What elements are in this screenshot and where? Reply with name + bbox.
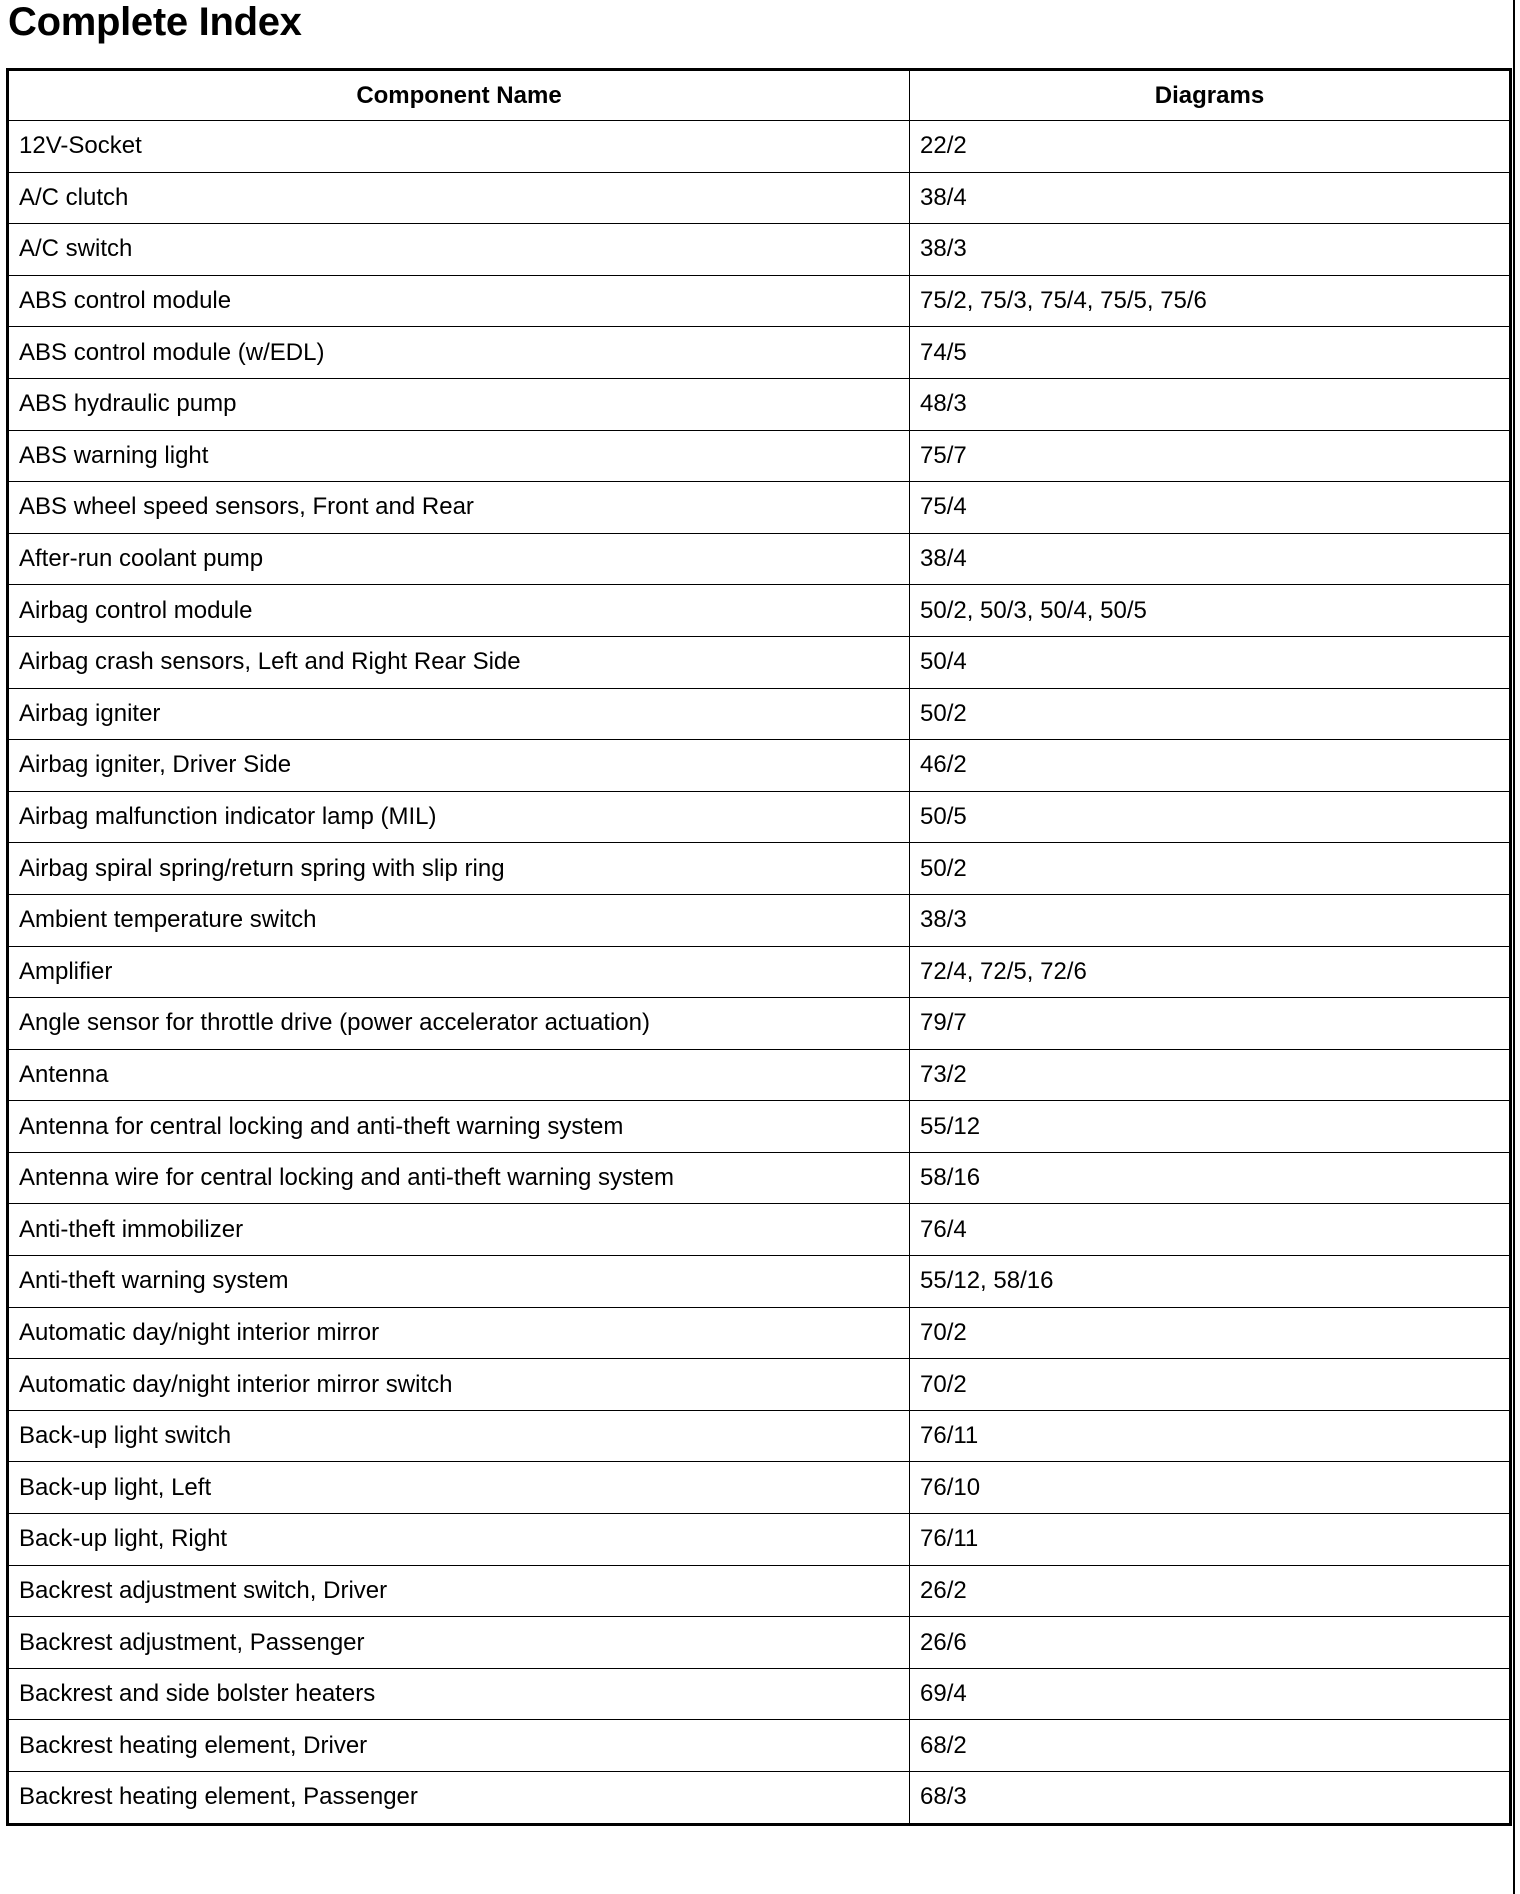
component-name-cell: ABS warning light bbox=[8, 430, 910, 482]
diagrams-cell: 73/2 bbox=[910, 1049, 1511, 1101]
component-index-table bbox=[6, 68, 1512, 1826]
table-row bbox=[8, 946, 1511, 998]
table-row bbox=[8, 843, 1511, 895]
diagrams-cell: 55/12, 58/16 bbox=[910, 1256, 1511, 1308]
component-name-cell: A/C switch bbox=[8, 224, 910, 276]
diagrams-cell: 50/5 bbox=[910, 791, 1511, 843]
table-row bbox=[8, 1565, 1511, 1617]
component-name-cell: After-run coolant pump bbox=[8, 533, 910, 585]
table-row bbox=[8, 636, 1511, 688]
component-name-cell: Backrest heating element, Passenger bbox=[8, 1772, 910, 1825]
column-header-component: Component Name bbox=[8, 70, 910, 121]
table-row bbox=[8, 275, 1511, 327]
component-name-cell: Back-up light switch bbox=[8, 1410, 910, 1462]
diagrams-cell: 26/2 bbox=[910, 1565, 1511, 1617]
component-name-cell: ABS control module bbox=[8, 275, 910, 327]
diagrams-cell: 68/3 bbox=[910, 1772, 1511, 1825]
component-name-cell: Back-up light, Left bbox=[8, 1462, 910, 1514]
diagrams-cell: 75/4 bbox=[910, 482, 1511, 534]
component-name-cell: Anti-theft warning system bbox=[8, 1256, 910, 1308]
table-row bbox=[8, 998, 1511, 1050]
component-name-cell: Airbag igniter, Driver Side bbox=[8, 740, 910, 792]
component-name-cell: Backrest adjustment, Passenger bbox=[8, 1617, 910, 1669]
table-row bbox=[8, 224, 1511, 276]
diagrams-cell: 38/3 bbox=[910, 894, 1511, 946]
diagrams-cell: 76/10 bbox=[910, 1462, 1511, 1514]
table-row bbox=[8, 378, 1511, 430]
diagrams-cell: 46/2 bbox=[910, 740, 1511, 792]
diagrams-cell: 76/11 bbox=[910, 1410, 1511, 1462]
component-name-cell: Backrest adjustment switch, Driver bbox=[8, 1565, 910, 1617]
diagrams-cell: 22/2 bbox=[910, 121, 1511, 173]
table-row bbox=[8, 1514, 1511, 1566]
component-name-cell: ABS hydraulic pump bbox=[8, 378, 910, 430]
component-name-cell: Amplifier bbox=[8, 946, 910, 998]
table-row bbox=[8, 1307, 1511, 1359]
component-name-cell: ABS wheel speed sensors, Front and Rear bbox=[8, 482, 910, 534]
component-name-cell: Back-up light, Right bbox=[8, 1514, 910, 1566]
table-row bbox=[8, 1772, 1511, 1825]
diagrams-cell: 79/7 bbox=[910, 998, 1511, 1050]
component-name-cell: Airbag spiral spring/return spring with slip ring bbox=[8, 843, 910, 895]
page-title: Complete Index bbox=[8, 0, 302, 44]
column-header-diagrams: Diagrams bbox=[910, 70, 1511, 121]
diagrams-cell: 50/2 bbox=[910, 843, 1511, 895]
table-row bbox=[8, 327, 1511, 379]
component-name-cell: Airbag control module bbox=[8, 585, 910, 637]
table-row bbox=[8, 121, 1511, 173]
component-name-cell: Antenna for central locking and anti-theft warning system bbox=[8, 1101, 910, 1153]
component-name-cell: A/C clutch bbox=[8, 172, 910, 224]
table-row bbox=[8, 430, 1511, 482]
header-row bbox=[8, 70, 1511, 121]
diagrams-cell: 50/2 bbox=[910, 688, 1511, 740]
diagrams-cell: 55/12 bbox=[910, 1101, 1511, 1153]
component-name-cell: Airbag malfunction indicator lamp (MIL) bbox=[8, 791, 910, 843]
table-body bbox=[8, 121, 1511, 1825]
component-name-cell: Antenna bbox=[8, 1049, 910, 1101]
diagrams-cell: 69/4 bbox=[910, 1668, 1511, 1720]
component-name-cell: Automatic day/night interior mirror bbox=[8, 1307, 910, 1359]
diagrams-cell: 75/2, 75/3, 75/4, 75/5, 75/6 bbox=[910, 275, 1511, 327]
diagrams-cell: 76/11 bbox=[910, 1514, 1511, 1566]
diagrams-cell: 26/6 bbox=[910, 1617, 1511, 1669]
table-row bbox=[8, 1720, 1511, 1772]
table-row bbox=[8, 894, 1511, 946]
table-row bbox=[8, 1101, 1511, 1153]
component-name-cell: Automatic day/night interior mirror switch bbox=[8, 1359, 910, 1411]
table-row bbox=[8, 172, 1511, 224]
component-name-cell: Backrest and side bolster heaters bbox=[8, 1668, 910, 1720]
component-name-cell: Angle sensor for throttle drive (power accelerator actuation) bbox=[8, 998, 910, 1050]
diagrams-cell: 50/4 bbox=[910, 636, 1511, 688]
component-name-cell: Airbag igniter bbox=[8, 688, 910, 740]
component-name-cell: Airbag crash sensors, Left and Right Rear Side bbox=[8, 636, 910, 688]
component-name-cell: 12V-Socket bbox=[8, 121, 910, 173]
diagrams-cell: 38/4 bbox=[910, 172, 1511, 224]
diagrams-cell: 70/2 bbox=[910, 1307, 1511, 1359]
table-row bbox=[8, 1668, 1511, 1720]
table-row bbox=[8, 1049, 1511, 1101]
table-row bbox=[8, 1410, 1511, 1462]
table-row bbox=[8, 1204, 1511, 1256]
diagrams-cell: 58/16 bbox=[910, 1152, 1511, 1204]
table-row bbox=[8, 1359, 1511, 1411]
page-edge-rule bbox=[1513, 0, 1515, 1894]
table-row bbox=[8, 1152, 1511, 1204]
diagrams-cell: 70/2 bbox=[910, 1359, 1511, 1411]
table-row bbox=[8, 791, 1511, 843]
component-name-cell: Anti-theft immobilizer bbox=[8, 1204, 910, 1256]
component-name-cell: Antenna wire for central locking and anti-theft warning system bbox=[8, 1152, 910, 1204]
table-row bbox=[8, 1617, 1511, 1669]
table-row bbox=[8, 533, 1511, 585]
diagrams-cell: 75/7 bbox=[910, 430, 1511, 482]
table-row bbox=[8, 585, 1511, 637]
diagrams-cell: 48/3 bbox=[910, 378, 1511, 430]
diagrams-cell: 50/2, 50/3, 50/4, 50/5 bbox=[910, 585, 1511, 637]
table-row bbox=[8, 482, 1511, 534]
diagrams-cell: 72/4, 72/5, 72/6 bbox=[910, 946, 1511, 998]
table-row bbox=[8, 1462, 1511, 1514]
table-row bbox=[8, 740, 1511, 792]
component-name-cell: Ambient temperature switch bbox=[8, 894, 910, 946]
diagrams-cell: 68/2 bbox=[910, 1720, 1511, 1772]
table-row bbox=[8, 1256, 1511, 1308]
diagrams-cell: 76/4 bbox=[910, 1204, 1511, 1256]
diagrams-cell: 38/4 bbox=[910, 533, 1511, 585]
component-name-cell: ABS control module (w/EDL) bbox=[8, 327, 910, 379]
diagrams-cell: 38/3 bbox=[910, 224, 1511, 276]
table-row bbox=[8, 688, 1511, 740]
diagrams-cell: 74/5 bbox=[910, 327, 1511, 379]
component-name-cell: Backrest heating element, Driver bbox=[8, 1720, 910, 1772]
